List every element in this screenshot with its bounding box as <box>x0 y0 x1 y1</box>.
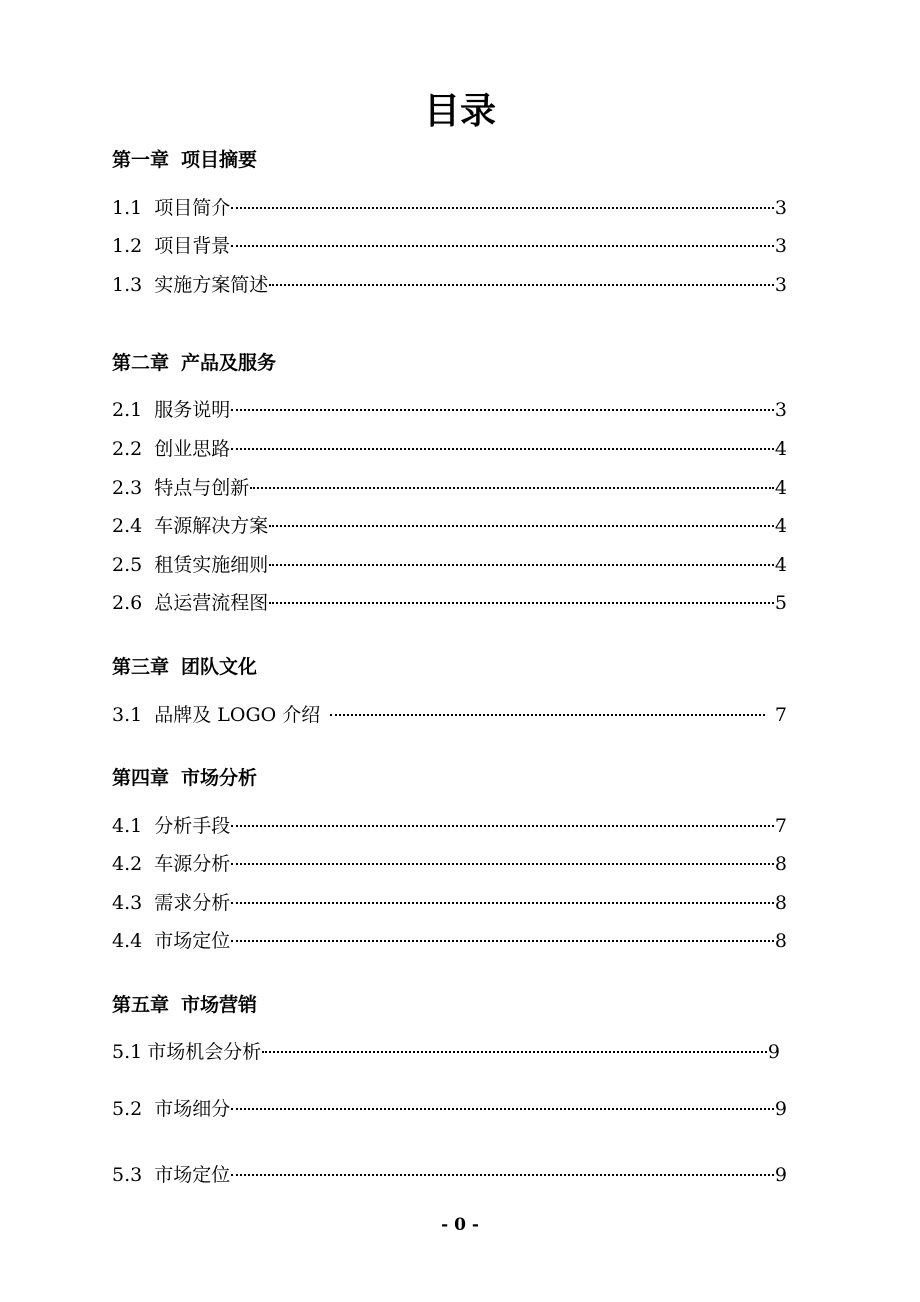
entry-page: 9 <box>774 1098 787 1120</box>
dot-leader <box>231 207 774 209</box>
chapter-name: 团队文化 <box>181 656 258 678</box>
entry-page: 8 <box>774 892 787 914</box>
entry-number: 1.3 <box>112 274 143 296</box>
entry-number: 1.1 <box>112 197 143 219</box>
dot-leader <box>262 1051 767 1053</box>
toc-entry[interactable] <box>112 231 787 261</box>
entry-label: 需求分析 <box>154 892 231 914</box>
page-number: - 0 - <box>441 1215 479 1235</box>
entry-label: 项目背景 <box>154 235 231 257</box>
dot-leader <box>231 1174 774 1176</box>
entry-label: 创业思路 <box>154 438 231 460</box>
toc-entry[interactable] <box>112 511 787 541</box>
entry-page: 3 <box>774 235 787 257</box>
toc-entry[interactable] <box>112 395 787 425</box>
chapter-number: 第三章 <box>112 656 170 678</box>
entry-page: 4 <box>774 554 787 576</box>
toc-entry[interactable] <box>112 270 787 300</box>
toc-entry[interactable] <box>112 849 787 879</box>
dot-leader <box>231 245 774 247</box>
chapter-heading <box>112 763 257 793</box>
entry-label: 车源解决方案 <box>154 515 269 537</box>
toc-entry[interactable] <box>112 1037 780 1067</box>
entry-page: 3 <box>774 197 787 219</box>
chapter-number: 第二章 <box>112 352 170 374</box>
toc-entry[interactable] <box>112 193 787 223</box>
entry-page: 9 <box>774 1164 787 1186</box>
entry-page: 3 <box>774 274 787 296</box>
entry-page: 7 <box>774 704 787 726</box>
entry-page: 8 <box>774 853 787 875</box>
dot-leader <box>231 902 774 904</box>
entry-number: 5.3 <box>112 1164 143 1186</box>
entry-page: 4 <box>774 515 787 537</box>
entry-number: 1.2 <box>112 235 143 257</box>
toc-entry[interactable] <box>112 926 787 956</box>
entry-label: 车源分析 <box>154 853 231 875</box>
toc-entry[interactable] <box>112 811 787 841</box>
toc-entry[interactable] <box>112 473 787 503</box>
entry-label: 租赁实施细则 <box>154 554 269 576</box>
dot-leader <box>231 448 774 450</box>
toc-entry[interactable] <box>112 588 787 618</box>
chapter-heading <box>112 145 257 175</box>
dot-leader <box>231 825 774 827</box>
entry-label: 总运营流程图 <box>154 592 269 614</box>
chapter-number: 第一章 <box>112 149 170 171</box>
entry-label: 服务说明 <box>154 399 231 421</box>
dot-leader <box>269 564 774 566</box>
toc-title: 目录 <box>423 91 496 132</box>
chapter-number: 第四章 <box>112 767 170 789</box>
entry-label: 品牌及 LOGO 介绍 <box>154 704 321 726</box>
dot-leader <box>231 940 774 942</box>
entry-label: 市场定位 <box>154 1164 231 1186</box>
chapter-name: 项目摘要 <box>181 149 258 171</box>
chapter-name: 产品及服务 <box>181 352 277 374</box>
entry-page: 9 <box>767 1041 780 1063</box>
chapter-heading <box>112 348 276 378</box>
entry-label: 分析手段 <box>154 815 231 837</box>
dot-leader <box>231 863 774 865</box>
entry-number: 3.1 <box>112 704 143 726</box>
chapter-heading <box>112 990 257 1020</box>
entry-page: 7 <box>774 815 787 837</box>
entry-number: 5.1 <box>112 1041 143 1063</box>
entry-label: 项目简介 <box>154 197 231 219</box>
entry-number: 2.3 <box>112 477 143 499</box>
entry-number: 4.1 <box>112 815 143 837</box>
chapter-number: 第五章 <box>112 994 170 1016</box>
entry-number: 2.2 <box>112 438 143 460</box>
chapter-name: 市场营销 <box>181 994 258 1016</box>
chapter-heading <box>112 652 257 682</box>
entry-number: 4.2 <box>112 853 143 875</box>
entry-label: 特点与创新 <box>154 477 250 499</box>
dot-leader <box>269 602 774 604</box>
entry-page: 3 <box>774 399 787 421</box>
entry-number: 4.4 <box>112 930 143 952</box>
entry-label: 市场细分 <box>154 1098 231 1120</box>
toc-entry[interactable] <box>112 434 787 464</box>
entry-page: 5 <box>774 592 787 614</box>
dot-leader <box>269 284 774 286</box>
entry-page: 4 <box>774 477 787 499</box>
entry-label: 实施方案简述 <box>154 274 269 296</box>
toc-entry[interactable] <box>112 550 787 580</box>
entry-label: 市场机会分析 <box>147 1041 262 1063</box>
entry-label: 市场定位 <box>154 930 231 952</box>
dot-leader <box>269 525 774 527</box>
entry-number: 5.2 <box>112 1098 143 1120</box>
entry-number: 2.5 <box>112 554 143 576</box>
dot-leader <box>330 714 765 716</box>
toc-entry[interactable] <box>112 888 787 918</box>
entry-number: 2.1 <box>112 399 143 421</box>
entry-number: 2.6 <box>112 592 143 614</box>
toc-entry[interactable] <box>112 700 787 730</box>
entry-page: 4 <box>774 438 787 460</box>
toc-entry[interactable] <box>112 1160 787 1190</box>
toc-entry[interactable] <box>112 1094 787 1124</box>
chapter-name: 市场分析 <box>181 767 258 789</box>
dot-leader <box>231 1108 774 1110</box>
entry-page: 8 <box>774 930 787 952</box>
entry-number: 4.3 <box>112 892 143 914</box>
entry-number: 2.4 <box>112 515 143 537</box>
dot-leader <box>231 409 774 411</box>
dot-leader <box>250 487 774 489</box>
